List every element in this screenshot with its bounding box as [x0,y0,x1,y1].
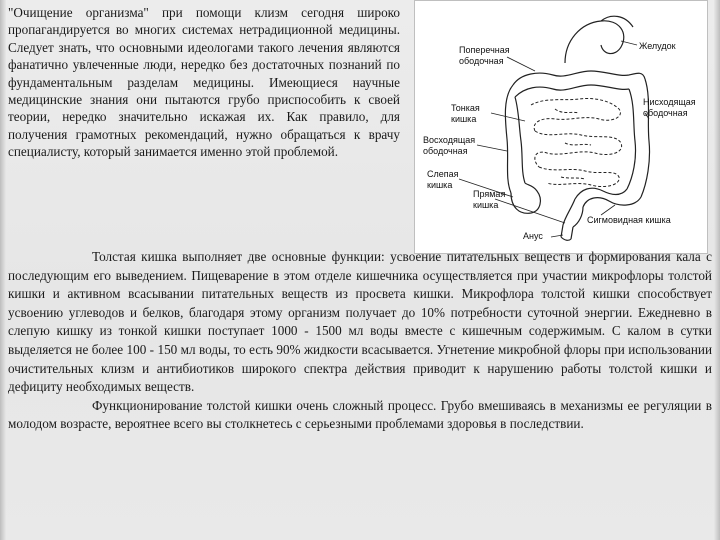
label-anus: Анус [523,231,543,241]
label-sigmoid-colon: Сигмовидная кишка [587,215,671,225]
body-paragraph-2: Функционирование толстой кишки очень сложный процесс. Грубо вмешиваясь в механизмы ее регуляции в молодом возрасте, вероятнее всего вы столкнетесь с серьезными проблемами здоровья в последствии. [8,397,712,432]
cecum-shape [511,183,540,213]
label-small-intestine: Тонкая кишка [451,103,480,124]
label-cecum: Слепая кишка [427,169,459,190]
main-text [8,248,712,434]
label-descending-colon: Нисходящая ободочная [643,97,696,118]
ascending-colon-shape [505,85,513,193]
label-stomach: Желудок [639,41,676,51]
rectum-shape [573,207,583,227]
sigmoid-colon-shape [583,197,641,207]
intro-text: "Очищение организма" при помощи клизм сегодня широко пропагандируется во многих системах нетрадиционной медицины. Следует знать, что основными идеологами такого лечения являются фанатично увлеченные люди, нередко без достаточных познаний по фундаментальным разделам медицины. Имеющиеся научные медицинские знания они пытаются грубо приспособить к своей теории, нередко значительно искажая их. Как правило, для получения грамотных рекомендаций, нужно обращаться к врачу специалисту, который занимается именно этой проблемой. [8,5,400,160]
stomach-shape [565,16,633,63]
label-transverse-colon: Поперечная ободочная [459,45,510,66]
page-edge-right [714,0,720,540]
page-edge-left [0,0,6,540]
anus-shape [561,225,573,240]
intro-paragraph [8,4,400,161]
label-ascending-colon: Восходящая ободочная [423,135,476,156]
small-intestine-loops [531,98,622,186]
label-rectum: Прямая кишка [473,189,506,210]
body-paragraph-1: Толстая кишка выполняет две основные функции: усвоение питательных веществ и формирования кала с последующим его выведением. Пищеварение в этом отделе кишечника осуществляется при участии микрофлоры толстой кишки и активном всасывании питательных веществ из просвета кишки. Микрофлора толстой кишки способствует усвоению углеводов и белков, благодаря этому организм получает до 10% потребности суточной энергии. Ежедневно в слепую кишку из тонкой кишки поступает 1000 - 1500 мл воды вместе с кишечным содержимым. С калом в сутки выделяется не более 100 - 150 мл воды, то есть 90% жидкости всасывается. Угнетение микробной флоры при использовании очистительных клизм и антибиотиков широкого спектра действия приводит к нарушению работы толстой кишки и дефициту необходимых веществ. [8,249,712,395]
transverse-colon-shape [513,71,645,85]
colon-anatomy-figure [414,0,708,254]
